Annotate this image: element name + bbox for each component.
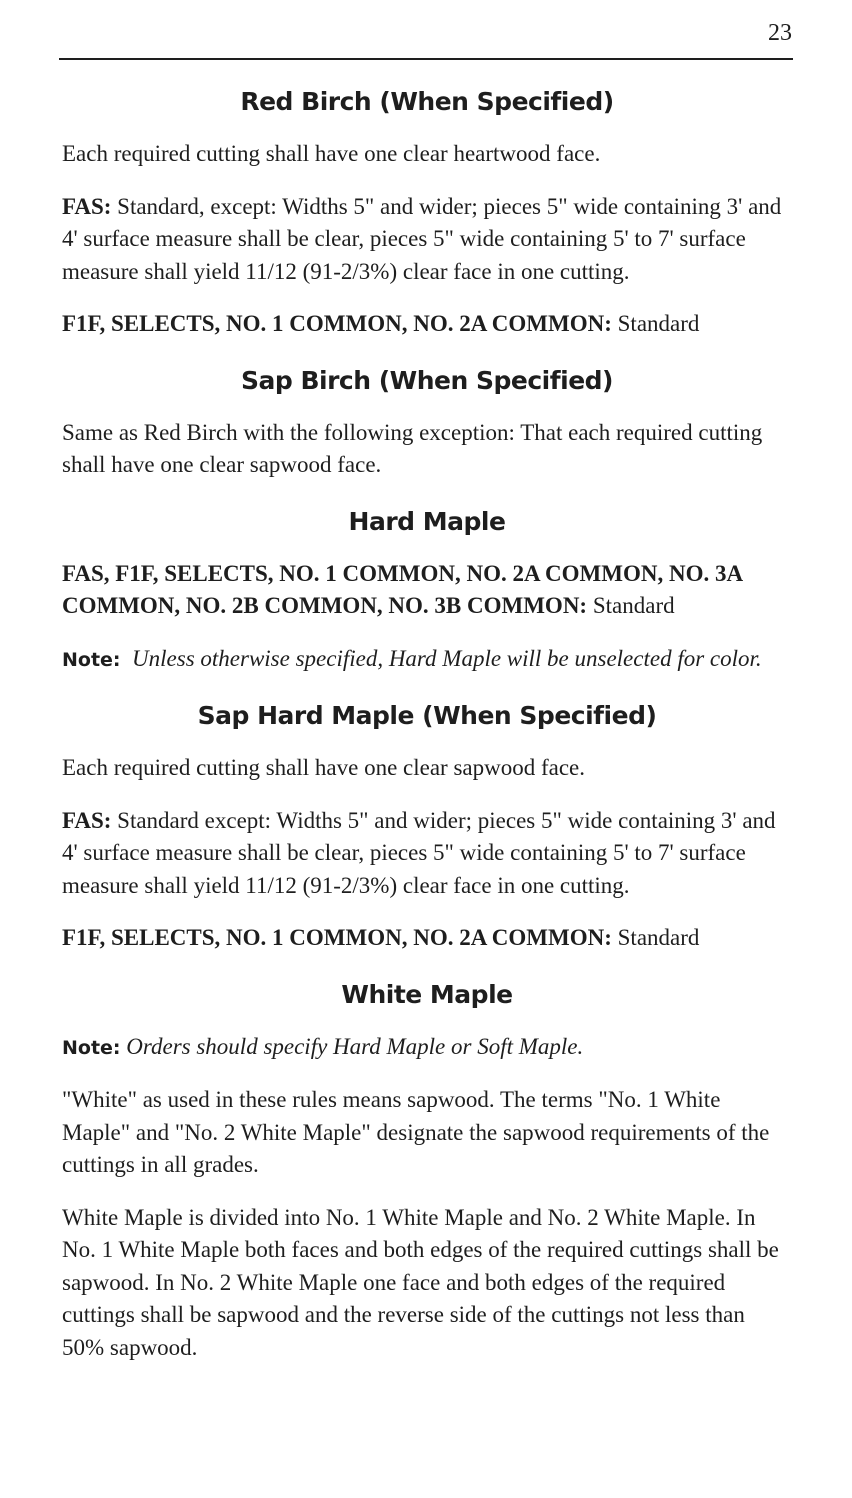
white-maple-paragraph-1: "White" as used in these rules means sapwood. The terms "No. 1 White Maple" and "No. 2 White Maple" designate the sapwood requirements of the cuttings in all grades. (62, 1087, 770, 1177)
grade-text: Standard except: Widths 5" and wider; pieces 5" wide containing 3' and 4' surface measure shall be clear, pieces 5" wide containing 5' to 7' surface measure shall yield 11/12 (91-2/3%) clear face in one cutting. (62, 807, 776, 898)
note-label: Note: (62, 648, 121, 671)
red-birch-paragraph-1: Each required cutting shall have one clear heartwood face. (62, 141, 601, 166)
sap-hard-maple-paragraph-1: Each required cutting shall have one clear sapwood face. (62, 755, 586, 780)
section-title-sap-hard-maple: Sap Hard Maple (When Specified) (197, 701, 657, 730)
white-maple-paragraph-2: White Maple is divided into No. 1 White Maple and No. 2 White Maple. In No. 1 White Maple both faces and both edges of the required cuttings shall be sapwood. In No. 2 White Maple one face and both edges of the required cuttings shall be sapwood and the reverse side of the cuttings not less than 50% sapwood. (62, 1204, 779, 1360)
sap-hard-maple-paragraph-3 (62, 922, 792, 955)
grade-text: Standard (611, 311, 700, 336)
section-title-hard-maple: Hard Maple (348, 506, 506, 536)
white-maple-note (62, 1031, 792, 1065)
section-title-red-birch: Red Birch (When Specified) (240, 87, 614, 116)
sap-hard-maple-paragraph-2 (62, 805, 792, 903)
grade-text: Standard (587, 593, 675, 618)
page-content (62, 82, 792, 1364)
sap-birch-paragraph-1: Same as Red Birch with the following exception: That each required cutting shall have one clear sapwood face. (62, 419, 763, 477)
red-birch-paragraph-3 (62, 308, 792, 341)
page-number: 23 (768, 20, 792, 46)
section-title-white-maple: White Maple (341, 979, 513, 1009)
note-text: Orders should specify Hard Maple or Soft Maple. (126, 1033, 584, 1059)
grade-label: FAS: (62, 193, 112, 219)
hard-maple-paragraph-1 (62, 558, 792, 623)
red-birch-paragraph-2 (62, 191, 792, 289)
grade-label: F1F, SELECTS, NO. 1 COMMON, NO. 2A COMMON: (62, 311, 612, 336)
grade-label: FAS, F1F, SELECTS, NO. 1 COMMON, NO. 2A COMMON, NO. 3A COMMON, NO. 2B COMMON, NO. 3B COMMON: (62, 560, 742, 618)
note-text: Unless otherwise specified, Hard Maple will be unselected for color. (132, 645, 762, 671)
note-label: Note: (62, 1036, 121, 1059)
hard-maple-note (62, 643, 792, 677)
section-title-sap-birch: Sap Birch (When Specified) (241, 365, 613, 395)
header-rule (59, 58, 793, 60)
grade-label: FAS: (62, 807, 112, 833)
grade-text: Standard, except: Widths 5" and wider; pieces 5" wide containing 3' and 4' surface measure shall be clear, pieces 5" wide containing 5' to 7' surface measure shall yield 11/12 (91-2/3%) clear face in one cutting. (62, 193, 782, 284)
grade-label: F1F, SELECTS, NO. 1 COMMON, NO. 2A COMMON: (62, 925, 612, 950)
grade-text: Standard (611, 925, 700, 950)
